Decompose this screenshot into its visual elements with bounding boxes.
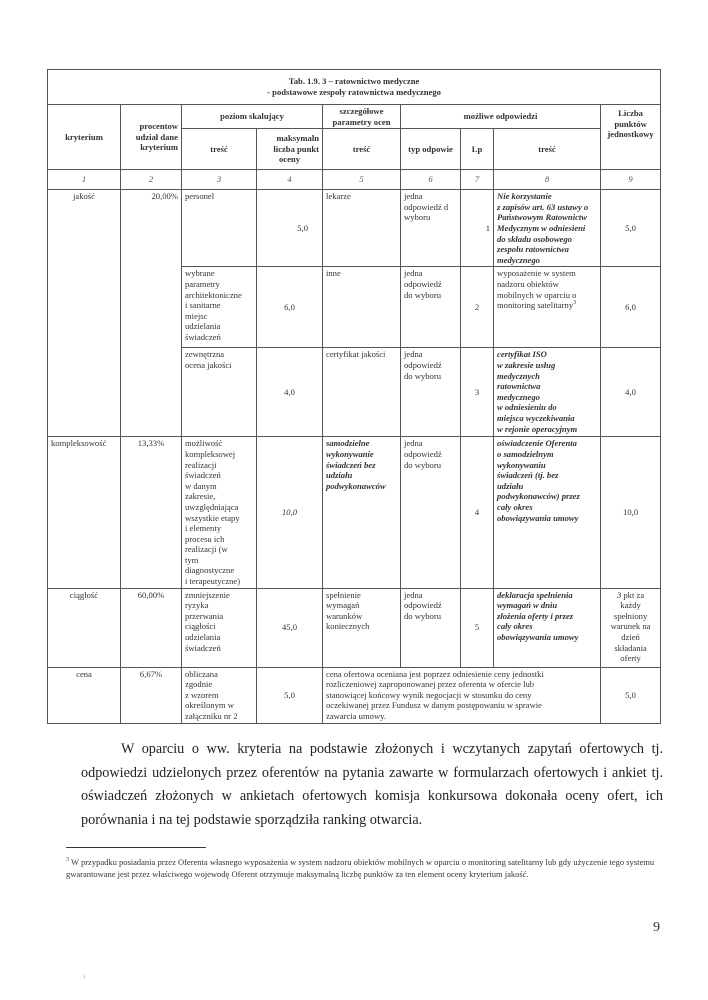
text-line: odpowiedź xyxy=(404,359,442,370)
text-line: procesu ich xyxy=(185,533,225,544)
cell-procent: 6,67% xyxy=(121,667,182,723)
cell-lp: 1 xyxy=(461,190,494,267)
text-line: cały okres xyxy=(497,621,533,632)
text-line: przerwania xyxy=(185,610,224,621)
table-title-row xyxy=(48,70,661,105)
header-procentowy-udzial xyxy=(121,105,182,170)
text-line: certyfikat ISO xyxy=(497,349,547,360)
header-liczba-punktow xyxy=(601,105,661,170)
cell-maks-punkty: 5,0 xyxy=(257,190,323,267)
cell-parametr-tresc xyxy=(323,437,401,588)
text-line: z zapisów art. 63 ustawy o xyxy=(497,201,589,212)
text-line: o samodzielnym xyxy=(497,448,554,459)
header-lp: Lp xyxy=(461,129,494,170)
text-line: do wyboru xyxy=(404,459,441,470)
text-line: wszystkie etapy xyxy=(185,512,240,523)
cell-odpowiedz-tresc xyxy=(494,348,601,437)
text-line: świadczeń xyxy=(185,470,221,481)
text-line: lekarze xyxy=(326,191,351,202)
text-line: kompleksowej xyxy=(185,448,236,459)
page-number: 9 xyxy=(653,920,660,935)
cell-kryterium: kompleksowość xyxy=(48,437,121,588)
text-line: świadczeń (tj. bez xyxy=(497,470,559,481)
cell-odpowiedz-tresc xyxy=(494,437,601,588)
header-tresc-odpowiedz: treść xyxy=(494,129,601,170)
cell-maks-punkty: 6,0 xyxy=(257,267,323,348)
text-line: realizacji (w xyxy=(185,544,228,555)
cell-punkty: 6,0 xyxy=(601,267,661,348)
table-row xyxy=(48,437,661,588)
text-line: deklaracja spełnienia xyxy=(497,589,573,600)
cell-typ-odpowiedzi xyxy=(401,588,461,667)
text-line: miejsc xyxy=(185,310,208,321)
text-line: oświadczenie Oferenta xyxy=(497,438,577,449)
text-line: świadczeń xyxy=(185,331,221,342)
text-line: stanowiącej końcowy wynik negocjacji w stosunku do ceny xyxy=(326,689,532,700)
cell-parametr-tresc xyxy=(323,588,401,667)
text-line: warunek na xyxy=(610,621,651,632)
text-line: ocena jakości xyxy=(185,359,232,370)
column-number: 9 xyxy=(601,170,661,190)
column-number-row xyxy=(48,170,661,190)
header-line: maksymaln xyxy=(276,133,319,144)
table-row xyxy=(48,190,661,267)
text-line: zespołu ratownictwa xyxy=(497,244,569,255)
cell-poziom-tresc xyxy=(182,190,257,267)
header-line: Liczba xyxy=(618,108,643,118)
text-line: podwykonawców xyxy=(326,480,386,491)
cell-kryterium: jakość xyxy=(48,190,121,437)
paragraph-text: W oparciu o ww. kryteria na podstawie złożonych i wczytanych zapytań ofertowych tj. odpowiedzi udzielonych przez oferentów na pytania zawarte w formularzach ofertowych i ankiet tj. oświadczeń złożonych w ankietach ofertowych komisja konkursowa dokonała oceny ofert, ich porównania i na tej podstawie sporządziła ranking otwarcia. xyxy=(81,741,663,828)
text-line: do wyboru xyxy=(404,610,441,621)
text-line: w rejonie operacyjnym xyxy=(497,423,578,434)
text-line: w zakresie usług xyxy=(497,359,556,370)
cell-odpowiedz-tresc xyxy=(494,267,601,348)
cell-procent: 13,33% xyxy=(121,437,182,588)
column-number: 3 xyxy=(182,170,257,190)
text-line: mobilnych w oparciu o xyxy=(497,289,577,300)
text-line: medycznych xyxy=(497,370,540,381)
cell-lp: 2 xyxy=(461,267,494,348)
footnote-ref[interactable]: 3 xyxy=(573,300,577,307)
text-span: monitoring satelitarny xyxy=(497,300,574,311)
text-line: uwzględniająca xyxy=(185,501,239,512)
text-line: warunków xyxy=(326,610,363,621)
header-mozliwe-odpowiedzi: możliwe odpowiedzi xyxy=(401,105,601,129)
text-line: i sanitarne xyxy=(185,300,221,311)
text-line: podwykonawców) przez xyxy=(497,491,580,502)
text-line: i elementy xyxy=(185,523,222,534)
text-line: medycznego xyxy=(497,254,540,265)
table-title-line-1: Tab. 1.9. 3 – ratownictwo medyczne xyxy=(288,76,420,86)
text-line: odpowiedź xyxy=(404,600,442,611)
text-line: wyboru xyxy=(404,212,431,223)
cell-poziom-tresc xyxy=(182,667,257,723)
criteria-table xyxy=(47,69,661,724)
text-line: obowiązywania umowy xyxy=(497,632,579,643)
cell-punkty: 10,0 xyxy=(601,437,661,588)
header-line: oceny xyxy=(278,154,300,165)
text-line: architektoniczne xyxy=(185,289,242,300)
cell-lp: 5 xyxy=(461,588,494,667)
cell-parametr-tresc xyxy=(323,348,401,437)
footnote-marker: 3 xyxy=(66,857,69,864)
header-kryterium: kryterium xyxy=(48,105,121,170)
text-line: z wzorem xyxy=(185,689,219,700)
cell-cena-opis xyxy=(323,667,601,723)
text-line: odpowiedź d xyxy=(404,201,449,212)
header-line: procentow xyxy=(139,121,178,132)
text-line: personel xyxy=(185,191,215,202)
table-title-line-2: - podstawowe zespoły ratownictwa medycznego xyxy=(267,86,441,97)
text-line: odpowiedź xyxy=(404,278,442,289)
text-line: inne xyxy=(326,268,341,279)
text-line: jedna xyxy=(404,191,423,202)
text-line: udzielania xyxy=(185,632,221,643)
text-line: i terapeutyczne) xyxy=(185,576,241,587)
text-line: jedna xyxy=(404,438,423,449)
text-line: spełniony xyxy=(613,610,648,621)
text-line: Nie korzystanie xyxy=(497,191,552,202)
text-line: dzień xyxy=(621,632,640,643)
column-number: 1 xyxy=(48,170,121,190)
text-line: diagnostyczne xyxy=(185,565,235,576)
cell-poziom-tresc xyxy=(182,437,257,588)
header-szczegolowe-parametry xyxy=(323,105,401,129)
cell-poziom-tresc xyxy=(182,348,257,437)
text-line: cały okres xyxy=(497,501,533,512)
text-line: realizacji xyxy=(185,459,217,470)
cell-typ-odpowiedzi xyxy=(401,437,461,588)
text-line: możliwość xyxy=(185,438,223,449)
table-row xyxy=(48,588,661,667)
footnote-text: W przypadku posiadania przez Oferenta własnego wyposażenia w system nadzoru obiektów mobilnych w oparciu o monitoring satelitarny lub gdy użyczenie tego systemu gwarantowane jest przez właściwego wojewodę Oferent otrzymuje maksymalną liczbę punktów za ten element oceny kryterium jakość. xyxy=(66,857,655,879)
header-typ-odpowiedzi: typ odpowie xyxy=(401,129,461,170)
cell-punkty: 5,0 xyxy=(601,190,661,267)
text-line: zewnętrzna xyxy=(185,349,225,360)
cell-maks-punkty: 45,0 xyxy=(257,588,323,667)
header-line: udział dane xyxy=(135,131,178,142)
text-line: udziału xyxy=(326,470,353,481)
text-line: samodzielne xyxy=(326,438,370,449)
header-row-1 xyxy=(48,105,661,129)
text-line: parametry xyxy=(185,278,220,289)
cell-maks-punkty: 5,0 xyxy=(257,667,323,723)
column-number: 7 xyxy=(461,170,494,190)
text-line: ratownictwa xyxy=(497,381,541,392)
text-line: tym xyxy=(185,554,199,565)
text-line: jedna xyxy=(404,589,423,600)
cell-punkty: 4,0 xyxy=(601,348,661,437)
header-maks-liczba xyxy=(257,129,323,170)
text-line: świadczeń xyxy=(185,642,221,653)
cell-lp: 3 xyxy=(461,348,494,437)
cell-procent: 20,00% xyxy=(121,190,182,437)
text-line: cena ofertowa oceniana jest poprzez odniesienie ceny jednostki xyxy=(326,668,544,679)
table-row xyxy=(48,667,661,723)
text-line: odpowiedź xyxy=(404,448,442,459)
cell-procent: 60,00% xyxy=(121,588,182,667)
text-line xyxy=(604,590,657,601)
text-line: udzielania xyxy=(185,321,221,332)
text-line: oferty xyxy=(620,653,641,664)
column-number: 5 xyxy=(323,170,401,190)
text-line: składania xyxy=(614,642,647,653)
text-line: do wyboru xyxy=(404,289,441,300)
text-line: zakresie, xyxy=(185,491,216,502)
cell-typ-odpowiedzi xyxy=(401,190,461,267)
body-paragraph xyxy=(81,738,663,832)
text-line: do składu osobowego xyxy=(497,233,572,244)
text-line: załączniku nr 2 xyxy=(185,711,238,722)
text-line: rozliczeniowej zaproponowanej przez oferenta w ofercie lub xyxy=(326,679,535,690)
text-line: oczekiwanej przez Fundusz w danym postępowaniu w sprawie xyxy=(326,700,542,711)
text-line: Państwowym Ratownictw xyxy=(497,212,588,223)
header-line: szczegółowe xyxy=(339,106,384,116)
header-line: jednostkowy xyxy=(607,129,654,140)
cell-poziom-tresc xyxy=(182,588,257,667)
header-line: parametry ocen xyxy=(332,116,391,127)
text-line: wybrane xyxy=(185,268,215,279)
cell-typ-odpowiedzi xyxy=(401,267,461,348)
text-line: złożenia oferty i przez xyxy=(497,610,574,621)
text-line: wykonywanie xyxy=(326,448,374,459)
text-line: zgodnie xyxy=(185,679,213,690)
text-span: pkt za xyxy=(621,589,645,600)
text-line: medycznego xyxy=(497,391,540,402)
scan-artifact xyxy=(84,975,85,979)
text-line: ryzyka xyxy=(185,600,209,611)
header-tresc-poziom: treść xyxy=(182,129,257,170)
cell-odpowiedz-tresc xyxy=(494,190,601,267)
cell-typ-odpowiedzi xyxy=(401,348,461,437)
text-line: koniecznych xyxy=(326,621,370,632)
text-line: miejsca wyczekiwania xyxy=(497,412,575,423)
column-number: 8 xyxy=(494,170,601,190)
text-line: certyfikat jakości xyxy=(326,349,386,360)
table-title xyxy=(48,70,661,105)
text-line: do wyboru xyxy=(404,370,441,381)
text-line: świadczeń bez xyxy=(326,459,376,470)
cell-punkty: 5,0 xyxy=(601,667,661,723)
cell-kryterium: cena xyxy=(48,667,121,723)
cell-maks-punkty: 10,0 xyxy=(257,437,323,588)
text-line: nadzoru obiektów xyxy=(497,278,559,289)
footnote xyxy=(66,857,666,880)
text-line: w danym xyxy=(185,480,217,491)
text-line: zawarcia umowy. xyxy=(326,711,387,722)
text-line: jedna xyxy=(404,349,423,360)
text-line: zmniejszenie xyxy=(185,589,230,600)
column-number: 6 xyxy=(401,170,461,190)
header-line: liczba punkt xyxy=(273,143,319,154)
text-line xyxy=(497,300,597,311)
column-number: 2 xyxy=(121,170,182,190)
text-line: Medycznym w odniesieni xyxy=(497,222,586,233)
text-line: każdy xyxy=(620,600,641,611)
text-line: obliczana xyxy=(185,668,218,679)
cell-maks-punkty: 4,0 xyxy=(257,348,323,437)
column-number: 4 xyxy=(257,170,323,190)
cell-poziom-tresc xyxy=(182,267,257,348)
text-line: spełnienie xyxy=(326,589,361,600)
text-line: wymagań w dniu xyxy=(497,600,558,611)
text-line: w odniesieniu do xyxy=(497,402,557,413)
text-line: określonym w xyxy=(185,700,234,711)
header-line: kryterium xyxy=(140,142,178,153)
points-number: 3 xyxy=(616,589,622,600)
header-tresc-parametr: treść xyxy=(323,129,401,170)
text-line: ciągłości xyxy=(185,621,216,632)
cell-kryterium: ciągłość xyxy=(48,588,121,667)
text-line: jedna xyxy=(404,268,423,279)
text-line: udziału xyxy=(497,480,524,491)
text-line: obowiązywania umowy xyxy=(497,512,579,523)
cell-odpowiedz-tresc xyxy=(494,588,601,667)
header-line: punktów xyxy=(614,118,647,129)
cell-parametr-tresc xyxy=(323,267,401,348)
text-line: wykonywaniu xyxy=(497,459,546,470)
cell-parametr-tresc xyxy=(323,190,401,267)
header-poziom-skalujacy: poziom skalujący xyxy=(182,105,323,129)
footnote-separator xyxy=(66,847,206,848)
cell-punkty xyxy=(601,588,661,667)
cell-lp: 4 xyxy=(461,437,494,588)
text-line: wyposażenie w system xyxy=(497,268,576,279)
text-line: wymagań xyxy=(326,600,360,611)
